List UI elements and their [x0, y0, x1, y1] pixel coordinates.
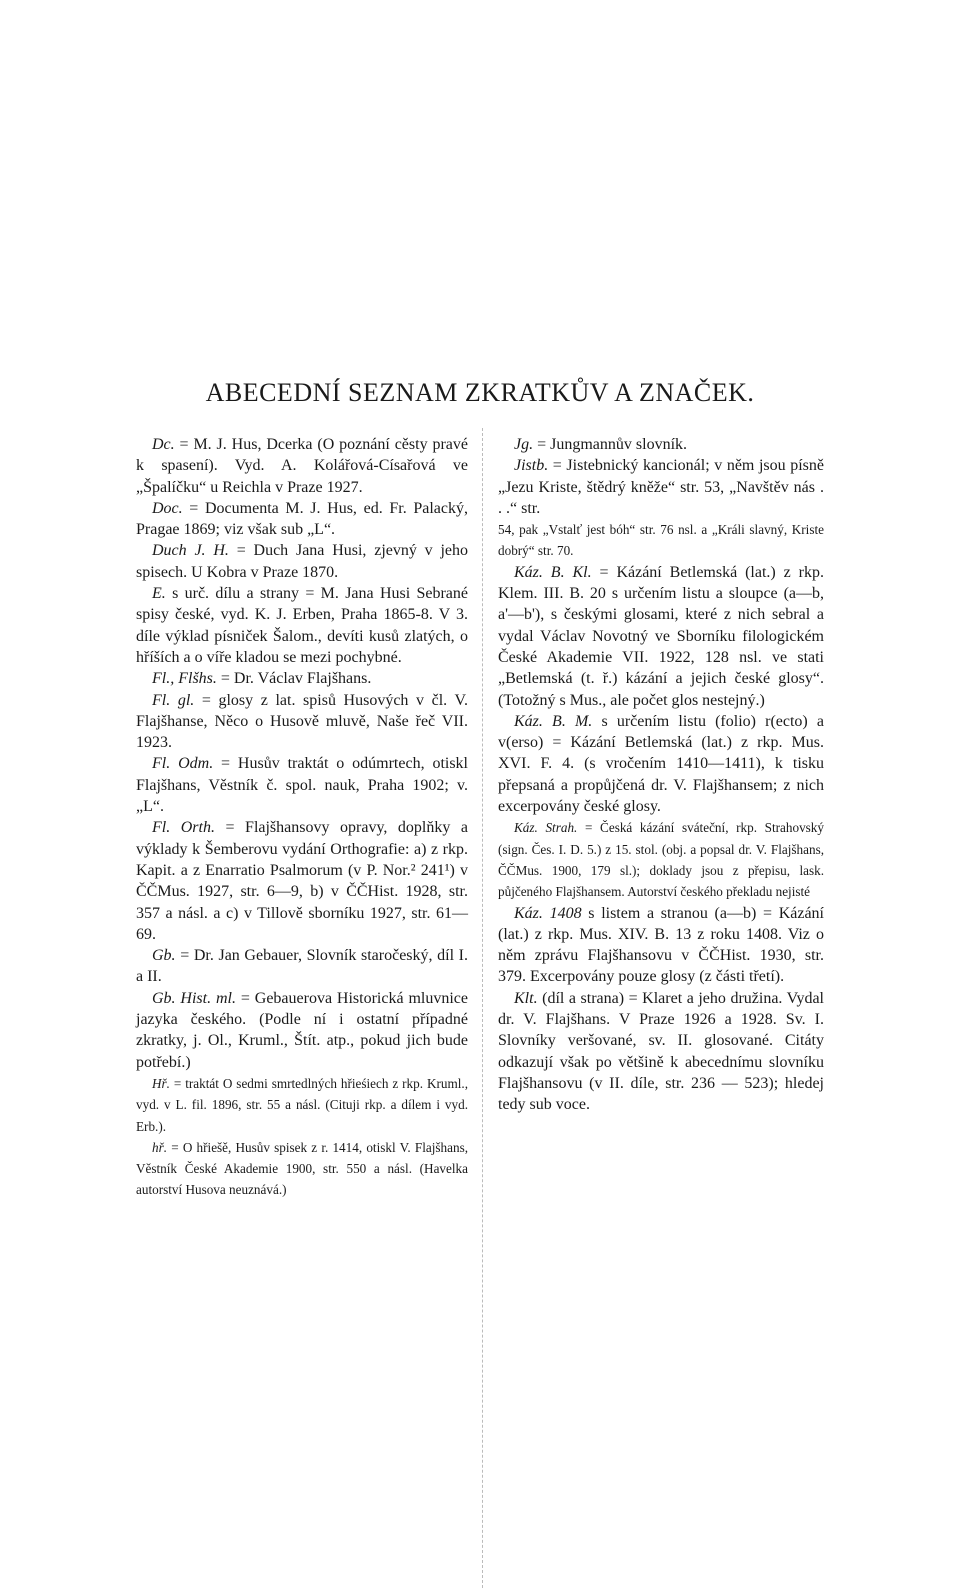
entry-abbreviation: Káz. B. Kl.: [514, 563, 592, 581]
dictionary-entry: [136, 753, 468, 817]
entry-text: s urč. dílu a strany = M. Jana Husi Sebrané spisy české, vyd. K. J. Erben, Praha 1865-8. V 3. díle výklad písniček Šalom., devíti kusů zlatých, o hříších a o víře kladou se mezi pochybné.: [136, 585, 468, 666]
dictionary-entry: [136, 540, 468, 583]
dictionary-entry: [498, 988, 824, 1116]
dictionary-entry: [498, 711, 824, 817]
entry-abbreviation: Duch J. H.: [152, 542, 229, 560]
page-title: ABECEDNÍ SEZNAM ZKRATKŮV A ZNAČEK.: [205, 378, 755, 407]
entry-abbreviation: Káz. B. M.: [514, 712, 593, 730]
entry-abbreviation: Káz. 1408: [514, 904, 582, 922]
entry-text: = O hřiešě, Husův spisek z r. 1414, otiskl V. Flajšhans, Věstník České Akademie 1900, str. 550 a násl. (Havelka autorství Husova neuznává.): [136, 1139, 468, 1198]
entry-abbreviation: Fl. Odm.: [152, 755, 214, 773]
entry-abbreviation: Hř.: [152, 1075, 170, 1091]
dictionary-entry: [136, 498, 468, 541]
dictionary-entry: [498, 455, 824, 519]
entry-text: = traktát O sedmi smrtedlných hřieśiech z rkp. Kruml., vyd. v L. fil. 1896, str. 55 a násl. (Cituji rkp. a dílem i vyd. Erb.).: [136, 1075, 468, 1134]
dictionary-entry: [136, 583, 468, 668]
entry-abbreviation: Doc.: [152, 499, 183, 517]
entry-abbreviation: Gb.: [152, 947, 176, 965]
dictionary-entry: [136, 945, 468, 988]
dictionary-entry: [498, 519, 824, 562]
entry-text: = Dr. Václav Flajšhans.: [216, 670, 372, 688]
dictionary-entry: [498, 903, 824, 988]
entry-abbreviation: Gb. Hist. ml.: [152, 989, 236, 1007]
entry-text: = glosy z lat. spisů Husových v čl. V. Flajšhanse, Něco o Husově mluvě, Naše řeč VII. 1923.: [136, 691, 468, 752]
entry-text: = M. J. Hus, Dcerka (O poznání cěsty pravé k spasení). Vyd. A. Kolářová-Císařová ve „Špalíčku“ u Reichla v Praze 1927.: [136, 436, 468, 496]
dictionary-entry: [136, 434, 468, 498]
entry-abbreviation: Fl. gl.: [152, 691, 195, 709]
entry-text: (díl a strana) = Klaret a jeho družina. Vydal dr. V. Flajšhans. V Praze 1926 a 1928. Sv. I. Slovníky veršované, sv. II. glosované. Citáty odkazují však po většině k abecednímu slovníku Flajšhansovu (v II. díle, str. 236 — 523); hledej tedy sub voce.: [498, 989, 824, 1114]
entry-text: = Flajšhansovy opravy, doplňky a výklady k Šemberovu vydání Orthografie: a) z rkp. Kapit. a z Enarratio Psalmorum (v P. Nor.² 241¹) v ČČMus. 1927, str. 6—9, b) v ČČHist. 1928, str. 357 a násl. a c) v Tillově sborníku 1927, str. 61—69.: [136, 819, 468, 943]
entry-abbreviation: Fl., Flšhs.: [152, 670, 217, 688]
dictionary-entry: [136, 1073, 468, 1137]
dictionary-entry: [498, 434, 824, 455]
entry-text: s určením listu (folio) r(ecto) a v(erso) = Kázání Betlemská (lat.) z rkp. Mus. XVI. F. 4. (s vročením 1410—1411), k tisku přepsaná a propůjčená dr. V. Flajšhansem; z nich excerpovány české glosy.: [498, 712, 824, 816]
entry-text: 54, pak „Vstalť jest bóh“ str. 76 nsl. a „Králi slavný, Kriste dobrý“ str. 70.: [498, 522, 824, 559]
dictionary-entry: [136, 817, 468, 945]
dictionary-entry: [136, 1137, 468, 1201]
column-divider: [482, 428, 483, 1588]
entry-text: = Dr. Jan Gebauer, Slovník staročeský, díl I. a II.: [136, 947, 468, 986]
dictionary-entry: [136, 690, 468, 754]
entry-abbreviation: E.: [152, 585, 166, 603]
entry-text: s listem a stranou (a—b) = Kázání (lat.) z rkp. Mus. XIV. B. 13 z roku 1408. Viz o něm zprávu Flajšhansovu v ČČHist. 1930, str. 379. Excerpovány pouze glosy (z části třetí).: [498, 904, 825, 986]
entry-abbreviation: Jistb.: [514, 457, 549, 475]
entry-abbreviation: Káz. Strah.: [514, 820, 578, 836]
entry-abbreviation: Jg.: [514, 436, 534, 453]
entry-abbreviation: hř.: [152, 1139, 168, 1155]
entry-text: = Jungmannův slovník.: [533, 436, 688, 453]
entry-abbreviation: Klt.: [514, 989, 538, 1007]
entry-text: = Kázání Betlemská (lat.) z rkp. Klem. III. B. 20 s určením listu a sloupce (a—b, a'—b'), s českými glosami, které z nich sebral a vydal Václav Novotný ve Sborníku filologickém České Akademie VII. 1922, 128 nsl. ve stati „Betlemská (t. ř.) kázání a jejich české glosy“. (Totožný s Mus., ale počet glos nestejný.): [498, 563, 824, 709]
dictionary-entry: [498, 817, 824, 902]
entry-text: = Gebauerova Historická mluvnice jazyka českého. (Podle ní i ostatní případné zkratky, j. Ol., Kruml., Štít. atp., pokud jich bude potřebí.): [136, 989, 468, 1071]
entry-text: = Documenta M. J. Hus, ed. Fr. Palacký, Pragae 1869; viz však sub „L“.: [136, 499, 468, 539]
entry-abbreviation: Fl. Orth.: [152, 819, 215, 837]
entry-text: = Duch Jana Husi, zjevný v jeho spisech. U Kobra v Praze 1870.: [136, 542, 469, 581]
right-column: [498, 434, 824, 1116]
dictionary-entry: [136, 668, 468, 689]
entry-text: = Husův traktát o odúmrtech, otiskl Flajšhans, Věstník č. spol. nauk, Praha 1902; v. „L“.: [136, 755, 468, 816]
entry-text: = Jistebnický kancionál; v něm jsou písně „Jezu Kriste, štědrý kněže“ str. 53, „Navštěv nás . . .“ str.: [498, 457, 824, 517]
dictionary-entry: [498, 562, 824, 711]
left-column: [136, 434, 468, 1201]
entry-text: = Česká kázání sváteční, rkp. Strahovský (sign. Čes. I. D. 5.) z 15. stol. (obj. a popsal dr. V. Flajšhans, ČČMus. 1900, 179 sl.); doklady jsou z přepisu, lask. půjčeného Flajšhansem. Autorství českého překladu nejisté: [498, 820, 824, 900]
entry-abbreviation: Dc.: [152, 436, 175, 453]
dictionary-entry: [136, 988, 468, 1073]
